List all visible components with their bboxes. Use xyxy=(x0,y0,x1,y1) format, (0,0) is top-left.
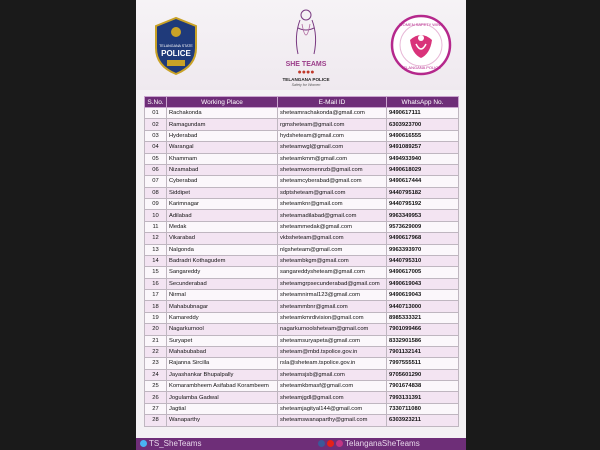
row-working-place: Nalgonda xyxy=(167,244,278,255)
badge-line-1: TELANGANA STATE xyxy=(159,44,193,48)
row-email[interactable]: sheteamkmrdivision@gmail.com xyxy=(278,312,387,323)
table-row xyxy=(145,199,459,210)
table-row xyxy=(145,187,459,198)
row-sno: 17 xyxy=(145,290,167,301)
she-teams-tagline: Safety for Women xyxy=(291,83,321,87)
document-page xyxy=(136,0,466,450)
row-sno: 28 xyxy=(145,415,167,426)
row-working-place: Suryapet xyxy=(167,335,278,346)
table-header-row xyxy=(145,97,459,108)
row-whatsapp[interactable]: 9491089257 xyxy=(387,142,459,153)
row-whatsapp[interactable]: 9490618029 xyxy=(387,164,459,175)
row-email[interactable]: nagarkurnoolsheteam@gmail.com xyxy=(278,324,387,335)
col-header-email: E-Mail ID xyxy=(278,97,387,108)
row-working-place: Nirmal xyxy=(167,290,278,301)
table-row xyxy=(145,403,459,414)
footer-social-handle[interactable]: TelanganaSheTeams xyxy=(345,439,420,448)
badge-line-2: POLICE xyxy=(161,49,191,58)
row-sno: 25 xyxy=(145,381,167,392)
row-sno: 16 xyxy=(145,278,167,289)
row-whatsapp[interactable]: 7997555511 xyxy=(387,358,459,369)
col-header-whatsapp: WhatsApp No. xyxy=(387,97,459,108)
row-email[interactable]: sangareddysheteam@gmail.com xyxy=(278,267,387,278)
row-email[interactable]: sheteamnirmal123@gmail.com xyxy=(278,290,387,301)
row-working-place: Rachakonda xyxy=(167,108,278,119)
wing-top-text: WOMEN SAFETY WING xyxy=(398,22,444,27)
row-working-place: Nagarkurnool xyxy=(167,324,278,335)
row-email[interactable]: hydsheteam@gmail.com xyxy=(278,130,387,141)
table-row xyxy=(145,278,459,289)
row-sno: 13 xyxy=(145,244,167,255)
row-whatsapp[interactable]: 7330711080 xyxy=(387,403,459,414)
row-whatsapp[interactable]: 9490617111 xyxy=(387,108,459,119)
facebook-icon xyxy=(318,440,325,447)
document-footer xyxy=(136,438,466,450)
row-whatsapp[interactable]: 9490617968 xyxy=(387,233,459,244)
table-row xyxy=(145,312,459,323)
row-whatsapp[interactable]: 9963349953 xyxy=(387,210,459,221)
row-sno: 02 xyxy=(145,119,167,130)
row-whatsapp[interactable]: 6303923700 xyxy=(387,119,459,130)
she-teams-subtitle: TELANGANA POLICE xyxy=(282,77,330,82)
row-whatsapp[interactable]: 9963393970 xyxy=(387,244,459,255)
row-whatsapp[interactable]: 9490619043 xyxy=(387,278,459,289)
row-whatsapp[interactable]: 7901674838 xyxy=(387,381,459,392)
row-email[interactable]: sheteamrachakonda@gmail.com xyxy=(278,108,387,119)
table-row xyxy=(145,130,459,141)
contact-table-container xyxy=(144,96,458,427)
row-email[interactable]: sheteamcyberabad@gmail.com xyxy=(278,176,387,187)
row-sno: 05 xyxy=(145,153,167,164)
row-sno: 09 xyxy=(145,199,167,210)
row-working-place: Jogulamba Gadwal xyxy=(167,392,278,403)
row-whatsapp[interactable]: 9440795182 xyxy=(387,187,459,198)
she-teams-figure-icon xyxy=(276,6,336,56)
row-working-place: Warangal xyxy=(167,142,278,153)
she-teams-figures-icon: ●●●● xyxy=(297,69,315,76)
row-sno: 27 xyxy=(145,403,167,414)
twitter-icon xyxy=(140,440,147,447)
row-email[interactable]: sheteamgrpsecunderabad@gmail.com xyxy=(278,278,387,289)
row-sno: 26 xyxy=(145,392,167,403)
row-email[interactable]: sheteamsuryapeta@gmail.com xyxy=(278,335,387,346)
document-header xyxy=(136,0,466,90)
row-email[interactable]: sheteammbnr@gmail.com xyxy=(278,301,387,312)
row-email[interactable]: sheteambkgm@gmail.com xyxy=(278,255,387,266)
row-working-place: Rajanna Sircilla xyxy=(167,358,278,369)
row-working-place: Nizamabad xyxy=(167,164,278,175)
row-working-place: Komarambheem Asifabad Korambeem xyxy=(167,381,278,392)
table-row xyxy=(145,255,459,266)
row-email[interactable]: sheteamadilabad@gmail.com xyxy=(278,210,387,221)
table-row xyxy=(145,221,459,232)
row-sno: 20 xyxy=(145,324,167,335)
row-whatsapp[interactable]: 9440795310 xyxy=(387,255,459,266)
row-working-place: Karimnagar xyxy=(167,199,278,210)
table-row xyxy=(145,164,459,175)
row-email[interactable]: sheteam@mbd.tspolice.gov.in xyxy=(278,346,387,357)
row-sno: 19 xyxy=(145,312,167,323)
row-whatsapp[interactable]: 9705601290 xyxy=(387,369,459,380)
table-row xyxy=(145,335,459,346)
row-email[interactable]: sheteamsjsb@gmail.com xyxy=(278,369,387,380)
row-sno: 01 xyxy=(145,108,167,119)
row-sno: 08 xyxy=(145,187,167,198)
row-sno: 24 xyxy=(145,369,167,380)
row-whatsapp[interactable]: 9490619043 xyxy=(387,290,459,301)
row-email[interactable]: rgmsheteam@gmail.com xyxy=(278,119,387,130)
row-email[interactable]: sheteamwgl@gmail.com xyxy=(278,142,387,153)
row-working-place: Adilabad xyxy=(167,210,278,221)
youtube-icon xyxy=(327,440,334,447)
row-working-place: Medak xyxy=(167,221,278,232)
row-working-place: Jagtial xyxy=(167,403,278,414)
row-sno: 21 xyxy=(145,335,167,346)
row-email[interactable]: rsla@sheteam.tspolice.gov.in xyxy=(278,358,387,369)
row-sno: 03 xyxy=(145,130,167,141)
table-row xyxy=(145,176,459,187)
footer-twitter-group xyxy=(140,438,201,450)
row-email[interactable]: nlgsheteam@gmail.com xyxy=(278,244,387,255)
row-sno: 07 xyxy=(145,176,167,187)
table-row xyxy=(145,415,459,426)
row-working-place: Hyderabad xyxy=(167,130,278,141)
telangana-police-badge-logo xyxy=(150,16,202,76)
row-whatsapp[interactable]: 9440795192 xyxy=(387,199,459,210)
row-email[interactable]: sheteamknr@gmail.com xyxy=(278,199,387,210)
table-row xyxy=(145,301,459,312)
row-working-place: Sangareddy xyxy=(167,267,278,278)
row-sno: 12 xyxy=(145,233,167,244)
table-row xyxy=(145,142,459,153)
row-email[interactable]: sheteamjgdl@gmail.com xyxy=(278,392,387,403)
row-working-place: Secunderabad xyxy=(167,278,278,289)
row-sno: 22 xyxy=(145,346,167,357)
row-email[interactable]: sheteamjagityal144@gmail.com xyxy=(278,403,387,414)
contact-table xyxy=(144,96,459,427)
table-row xyxy=(145,324,459,335)
row-whatsapp[interactable]: 9490617444 xyxy=(387,176,459,187)
row-whatsapp[interactable]: 9490617005 xyxy=(387,267,459,278)
row-email[interactable]: sdptsheteam@gmail.com xyxy=(278,187,387,198)
row-whatsapp[interactable]: 9573629009 xyxy=(387,221,459,232)
footer-twitter-handle[interactable]: TS_SheTeams xyxy=(149,439,202,448)
instagram-icon xyxy=(336,440,343,447)
table-row xyxy=(145,108,459,119)
row-whatsapp[interactable]: 7901099466 xyxy=(387,324,459,335)
table-row xyxy=(145,233,459,244)
row-sno: 06 xyxy=(145,164,167,175)
row-working-place: Badradri Kothagudem xyxy=(167,255,278,266)
row-working-place: Wanaparthy xyxy=(167,415,278,426)
row-sno: 11 xyxy=(145,221,167,232)
row-sno: 10 xyxy=(145,210,167,221)
she-teams-title: SHE TEAMS xyxy=(285,61,327,68)
table-row xyxy=(145,381,459,392)
row-email[interactable]: sheteammedak@gmail.com xyxy=(278,221,387,232)
row-whatsapp[interactable]: 9494933940 xyxy=(387,153,459,164)
row-whatsapp[interactable]: 7993131391 xyxy=(387,392,459,403)
row-whatsapp[interactable]: 8985333321 xyxy=(387,312,459,323)
footer-social-group xyxy=(318,438,420,450)
row-email[interactable]: vkbsheteam@gmail.com xyxy=(278,233,387,244)
row-working-place: Mahabubabad xyxy=(167,346,278,357)
row-sno: 04 xyxy=(145,142,167,153)
table-row xyxy=(145,119,459,130)
table-row xyxy=(145,392,459,403)
table-row xyxy=(145,369,459,380)
row-working-place: Kamareddy xyxy=(167,312,278,323)
row-working-place: Cyberabad xyxy=(167,176,278,187)
row-working-place: Jayashankar Bhupalpally xyxy=(167,369,278,380)
table-row xyxy=(145,267,459,278)
table-row xyxy=(145,210,459,221)
row-whatsapp[interactable]: 7901132141 xyxy=(387,346,459,357)
row-whatsapp[interactable]: 6303923211 xyxy=(387,415,459,426)
table-row xyxy=(145,358,459,369)
row-working-place: Khammam xyxy=(167,153,278,164)
table-row xyxy=(145,290,459,301)
she-teams-logo xyxy=(276,6,336,86)
row-whatsapp[interactable]: 9440713000 xyxy=(387,301,459,312)
row-email[interactable]: sheteamswanaparthy@gmail.com xyxy=(278,415,387,426)
table-row xyxy=(145,346,459,357)
row-sno: 23 xyxy=(145,358,167,369)
table-row xyxy=(145,244,459,255)
row-whatsapp[interactable]: 8332901586 xyxy=(387,335,459,346)
row-sno: 14 xyxy=(145,255,167,266)
wing-bottom-text: TELANGANA POLICE xyxy=(401,65,441,70)
row-working-place: Vikarabad xyxy=(167,233,278,244)
row-working-place: Siddipet xyxy=(167,187,278,198)
row-email[interactable]: sheteamwomennzb@gmail.com xyxy=(278,164,387,175)
table-row xyxy=(145,153,459,164)
col-header-working-place: Working Place xyxy=(167,97,278,108)
col-header-sno: S.No. xyxy=(145,97,167,108)
row-email[interactable]: sheteamkmm@gmail.com xyxy=(278,153,387,164)
row-working-place: Mahabubnagar xyxy=(167,301,278,312)
row-whatsapp[interactable]: 9490616555 xyxy=(387,130,459,141)
row-sno: 15 xyxy=(145,267,167,278)
row-working-place: Ramagundam xyxy=(167,119,278,130)
women-safety-wing-logo xyxy=(390,14,452,76)
row-sno: 18 xyxy=(145,301,167,312)
row-email[interactable]: sheteamkbmasf@gmail.com xyxy=(278,381,387,392)
